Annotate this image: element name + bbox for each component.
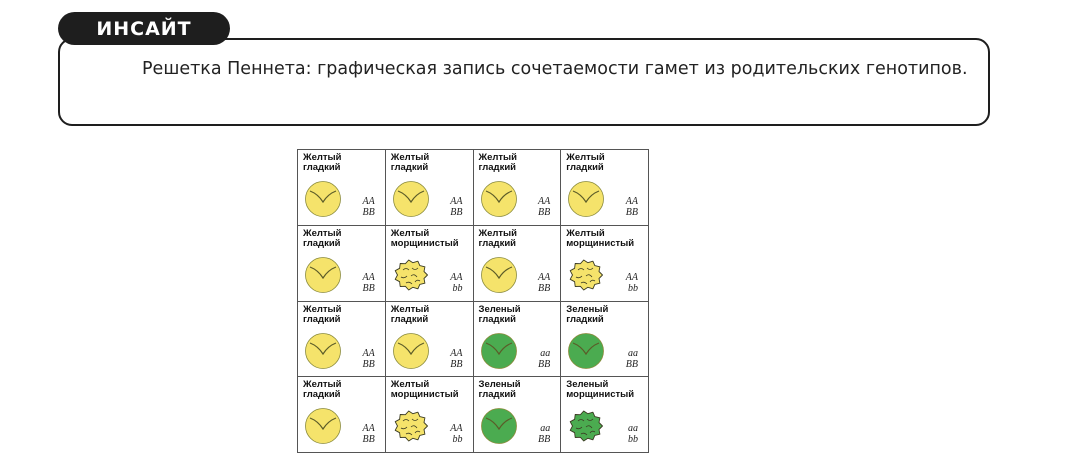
- phenotype-shape: гладкий: [303, 162, 341, 173]
- genotype-gene-a: AA: [362, 423, 375, 435]
- genotype-gene-b: BB: [625, 207, 638, 218]
- punnett-cell: [298, 150, 386, 226]
- punnett-cell: [298, 302, 386, 378]
- punnett-cell: [474, 150, 562, 226]
- yellow-smooth-pea-icon: [303, 180, 343, 218]
- genotype: [363, 423, 375, 445]
- genotype: [628, 423, 638, 445]
- punnett-cell: [561, 377, 649, 453]
- genotype-gene-b: BB: [362, 434, 375, 446]
- green-wrinkled-pea-icon: [566, 407, 606, 445]
- genotype: [538, 423, 550, 445]
- punnett-cell: [474, 302, 562, 378]
- phenotype-label: [391, 153, 475, 173]
- green-smooth-pea-icon: [566, 332, 606, 370]
- phenotype-label: [566, 153, 650, 173]
- yellow-wrinkled-pea-icon: [391, 407, 431, 445]
- punnett-cell: [561, 226, 649, 302]
- yellow-smooth-pea-icon: [303, 332, 343, 370]
- phenotype-color: Желтый: [478, 227, 518, 239]
- genotype-gene-a: AA: [362, 347, 375, 359]
- phenotype-shape: морщинистый: [390, 389, 459, 401]
- phenotype-shape: морщинистый: [390, 237, 459, 249]
- yellow-smooth-pea-icon: [303, 407, 343, 445]
- genotype-gene-b: BB: [538, 434, 551, 446]
- genotype: [450, 423, 462, 445]
- yellow-smooth-pea-icon: [391, 180, 431, 218]
- insight-text: Решетка Пеннета: графическая запись сочетаемости гамет из родительских генотипов.: [142, 59, 968, 79]
- phenotype-color: Зеленый: [566, 303, 609, 315]
- phenotype-color: Зеленый: [478, 303, 521, 315]
- genotype-gene-a: aa: [540, 347, 551, 359]
- genotype-gene-a: AA: [625, 196, 638, 207]
- phenotype-color: Зеленый: [478, 379, 521, 391]
- genotype: [363, 272, 375, 294]
- phenotype-color: Желтый: [390, 303, 430, 315]
- phenotype-label: [479, 380, 563, 400]
- punnett-cell: [386, 377, 474, 453]
- genotype-gene-b: bb: [628, 434, 638, 446]
- punnett-cell: [474, 377, 562, 453]
- phenotype-label: [479, 153, 563, 173]
- punnett-cell: [474, 226, 562, 302]
- phenotype-color: Желтый: [390, 379, 430, 391]
- phenotype-label: [391, 305, 475, 325]
- genotype-gene-a: aa: [540, 423, 551, 435]
- yellow-smooth-pea-icon: [391, 332, 431, 370]
- punnett-cell: [386, 302, 474, 378]
- genotype-gene-a: aa: [628, 347, 638, 359]
- insight-box: [58, 38, 990, 126]
- phenotype-color: Желтый: [303, 303, 342, 315]
- phenotype-label: [566, 305, 650, 325]
- genotype-gene-a: AA: [450, 271, 463, 283]
- genotype: [450, 348, 462, 370]
- phenotype-label: [303, 153, 387, 173]
- genotype-gene-b: BB: [450, 358, 463, 370]
- phenotype-shape: гладкий: [566, 162, 604, 173]
- genotype: [450, 196, 462, 218]
- yellow-smooth-pea-icon: [566, 180, 606, 218]
- punnett-cell: [298, 226, 386, 302]
- yellow-smooth-pea-icon: [303, 256, 343, 294]
- phenotype-shape: гладкий: [478, 162, 517, 173]
- genotype-gene-b: BB: [450, 207, 463, 218]
- genotype-gene-b: BB: [538, 282, 551, 294]
- yellow-wrinkled-pea-icon: [391, 256, 431, 294]
- genotype-gene-a: AA: [362, 271, 375, 283]
- phenotype-shape: гладкий: [478, 237, 517, 249]
- phenotype-color: Желтый: [303, 152, 342, 163]
- genotype-gene-b: BB: [362, 207, 375, 218]
- phenotype-color: Желтый: [478, 152, 518, 163]
- genotype-gene-b: bb: [452, 282, 463, 294]
- phenotype-label: [303, 229, 387, 249]
- phenotype-shape: гладкий: [303, 389, 341, 401]
- genotype-gene-b: BB: [362, 358, 375, 370]
- phenotype-color: Желтый: [303, 227, 342, 239]
- yellow-wrinkled-pea-icon: [566, 256, 606, 294]
- phenotype-shape: морщинистый: [566, 237, 635, 249]
- genotype-gene-b: BB: [538, 358, 551, 370]
- phenotype-label: [391, 380, 475, 400]
- punnett-cell: [561, 302, 649, 378]
- genotype-gene-b: BB: [625, 358, 638, 370]
- phenotype-shape: гладкий: [478, 389, 517, 401]
- phenotype-label: [391, 229, 475, 249]
- punnett-cell: [386, 226, 474, 302]
- genotype-gene-b: BB: [538, 207, 551, 218]
- insight-badge: ИНСАЙТ: [58, 12, 230, 45]
- green-smooth-pea-icon: [479, 332, 519, 370]
- punnett-cell: [561, 150, 649, 226]
- phenotype-shape: гладкий: [303, 237, 341, 249]
- phenotype-label: [479, 305, 563, 325]
- phenotype-color: Зеленый: [566, 379, 609, 391]
- genotype: [450, 272, 462, 294]
- genotype: [363, 196, 375, 218]
- genotype-gene-a: AA: [450, 196, 463, 207]
- yellow-smooth-pea-icon: [479, 256, 519, 294]
- phenotype-color: Желтый: [303, 379, 342, 391]
- genotype-gene-b: BB: [362, 282, 375, 294]
- genotype-gene-b: bb: [628, 282, 638, 294]
- genotype: [538, 272, 550, 294]
- genotype: [363, 348, 375, 370]
- phenotype-shape: гладкий: [303, 313, 341, 325]
- green-smooth-pea-icon: [479, 407, 519, 445]
- phenotype-shape: гладкий: [390, 313, 429, 325]
- genotype: [538, 348, 550, 370]
- genotype-gene-b: bb: [452, 434, 463, 446]
- phenotype-label: [303, 305, 387, 325]
- yellow-smooth-pea-icon: [479, 180, 519, 218]
- phenotype-shape: гладкий: [390, 162, 429, 173]
- genotype-gene-a: AA: [450, 423, 463, 435]
- phenotype-color: Желтый: [390, 152, 430, 163]
- phenotype-label: [566, 229, 650, 249]
- genotype-gene-a: AA: [362, 196, 375, 207]
- phenotype-shape: гладкий: [566, 313, 604, 325]
- punnett-cell: [386, 150, 474, 226]
- genotype-gene-a: AA: [625, 271, 638, 283]
- genotype: [538, 196, 550, 218]
- phenotype-label: [479, 229, 563, 249]
- punnett-square: [297, 149, 649, 453]
- phenotype-color: Желтый: [390, 227, 430, 239]
- genotype-gene-a: AA: [450, 347, 463, 359]
- phenotype-shape: гладкий: [478, 313, 517, 325]
- genotype-gene-a: AA: [538, 196, 551, 207]
- phenotype-label: [303, 380, 387, 400]
- genotype: [626, 272, 638, 294]
- genotype: [626, 196, 638, 218]
- genotype-gene-a: AA: [538, 271, 551, 283]
- punnett-cell: [298, 377, 386, 453]
- phenotype-color: Желтый: [566, 227, 605, 239]
- genotype-gene-a: aa: [628, 423, 638, 435]
- phenotype-label: [566, 380, 650, 400]
- phenotype-color: Желтый: [566, 152, 605, 163]
- genotype: [626, 348, 638, 370]
- phenotype-shape: морщинистый: [566, 389, 635, 401]
